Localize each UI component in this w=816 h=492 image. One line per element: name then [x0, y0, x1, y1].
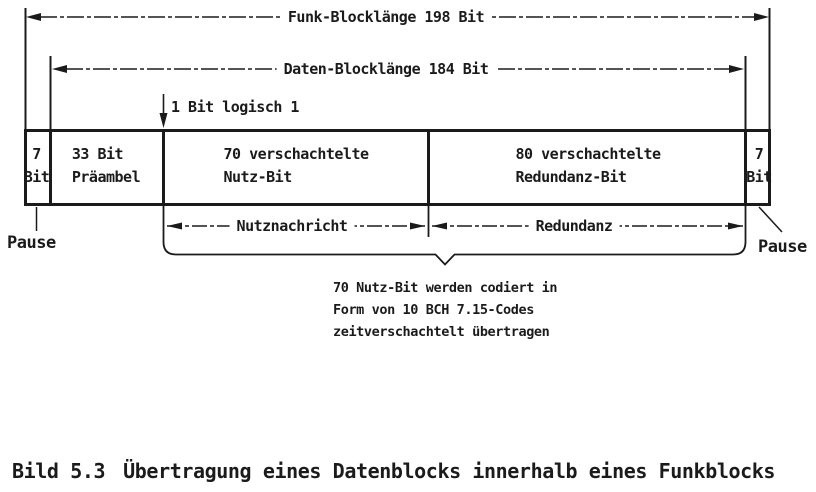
brace-note-line: 70 Nutz-Bit werden codiert in	[333, 280, 558, 296]
pause-left-label: Pause	[7, 233, 56, 253]
cell-line: Bit	[746, 167, 772, 186]
cell-pause-right	[747, 131, 771, 204]
brace-note-line: Form von 10 BCH 7.15-Codes	[333, 302, 534, 318]
daten-blocklaenge-label: Daten-Blocklänge 184 Bit	[277, 60, 496, 78]
cell-line: 7	[32, 144, 41, 163]
cell-line: Nutz-Bit	[223, 167, 292, 186]
figure-number: Bild 5.3	[12, 459, 106, 483]
brace-note-line: zeitverschachtelt übertragen	[333, 324, 550, 340]
figure-caption	[12, 459, 775, 483]
cell-line: 7	[754, 144, 764, 163]
cell-nutz-bit	[163, 131, 429, 204]
redundanz-label: Redundanz	[529, 217, 620, 235]
figure-title: Übertragung eines Datenblocks innerhalb eines Funkblocks	[123, 459, 776, 483]
brace	[164, 236, 746, 265]
cell-line: Bit	[23, 167, 50, 186]
cell-line: Redundanz-Bit	[515, 167, 627, 186]
brace-note	[333, 277, 557, 343]
cell-line: 33 Bit	[71, 144, 124, 163]
cell-line: 80 verschachtelte	[515, 144, 661, 163]
cell-line: 70 verschachtelte	[223, 144, 369, 163]
pause-leader-lines	[37, 207, 783, 232]
cell-line: Präambel	[71, 167, 141, 186]
pause-right-label: Pause	[758, 237, 807, 257]
funk-blocklaenge-label: Funk-Blocklänge 198 Bit	[281, 8, 491, 26]
bit-marker-arrow	[160, 94, 168, 128]
cell-pause-left	[24, 131, 49, 204]
cell-praeambel	[49, 131, 163, 204]
nutznachricht-label: Nutznachricht	[230, 217, 355, 235]
cell-redundanz-bit	[429, 131, 747, 204]
bit-logisch-label: 1 Bit logisch 1	[171, 98, 299, 116]
